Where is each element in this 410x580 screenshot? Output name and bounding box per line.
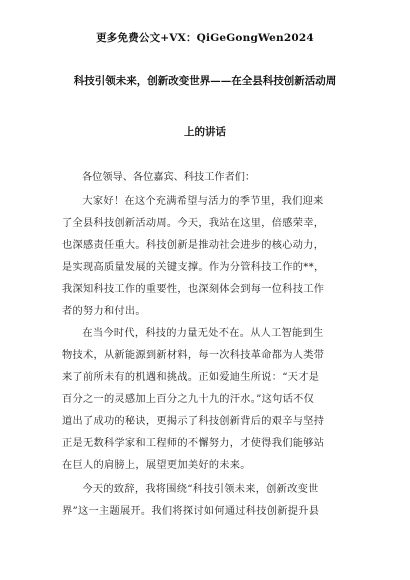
paragraph-line: 界”这一主题展开。我们将探讨如何通过科技创新提升县 bbox=[62, 506, 320, 517]
paragraph-line: 大家好！在这个充满希望与活力的季节里，我们迎来 bbox=[82, 196, 324, 207]
paragraph-line: 了全县科技创新活动周。今天，我站在这里，倍感荣幸， bbox=[62, 218, 325, 229]
paragraph-line: 道出了成功的秘诀，更揭示了科技创新背后的艰辛与坚持 bbox=[62, 416, 325, 427]
paragraph-line: 百分之一的灵感加上百分之九十九的汗水。”这句话不仅 bbox=[62, 394, 315, 405]
paragraph-line: 正是无数科学家和工程师的不懈努力，才使得我们能够站 bbox=[62, 438, 325, 449]
paragraph-line: 也深感责任重大。科技创新是推动社会进步的核心动力， bbox=[62, 240, 325, 251]
paragraph-line: 来了前所未有的机遇和挑战。正如爱迪生所说：“天才是 bbox=[62, 372, 320, 383]
paragraph-2 bbox=[62, 323, 356, 477]
paragraph-line: 在当今时代，科技的力量无处不在。从人工智能到生 bbox=[82, 328, 324, 339]
promo-header: 更多免费公文+VX：QiGeGongWen2024 bbox=[96, 32, 314, 44]
paragraph-line: 在巨人的肩膀上，展望更加美好的未来。 bbox=[62, 460, 251, 471]
paragraph-1 bbox=[62, 191, 356, 323]
paragraph-line: 今天的致辞，我将围绕“科技引领未来，创新改变世 bbox=[82, 484, 319, 495]
paragraph-line: 物技术，从新能源到新材料，每一次科技革命都为人类带 bbox=[62, 350, 325, 361]
speech-title: 科技引领未来，创新改变世界——在全县科技创新活动周 bbox=[73, 75, 337, 87]
paragraph-line: 者的努力和付出。 bbox=[62, 306, 146, 317]
speech-title-continuation: 上的讲话 bbox=[184, 126, 226, 138]
paragraph-line: 我深知科技工作的重要性，也深刻体会到每一位科技工作 bbox=[62, 284, 325, 295]
paragraph-line: 是实现高质量发展的关键支撑。作为分管科技工作的**， bbox=[62, 262, 325, 273]
salutation: 各位领导、各位嘉宾、科技工作者们： bbox=[82, 172, 256, 183]
paragraph-3 bbox=[62, 479, 356, 523]
